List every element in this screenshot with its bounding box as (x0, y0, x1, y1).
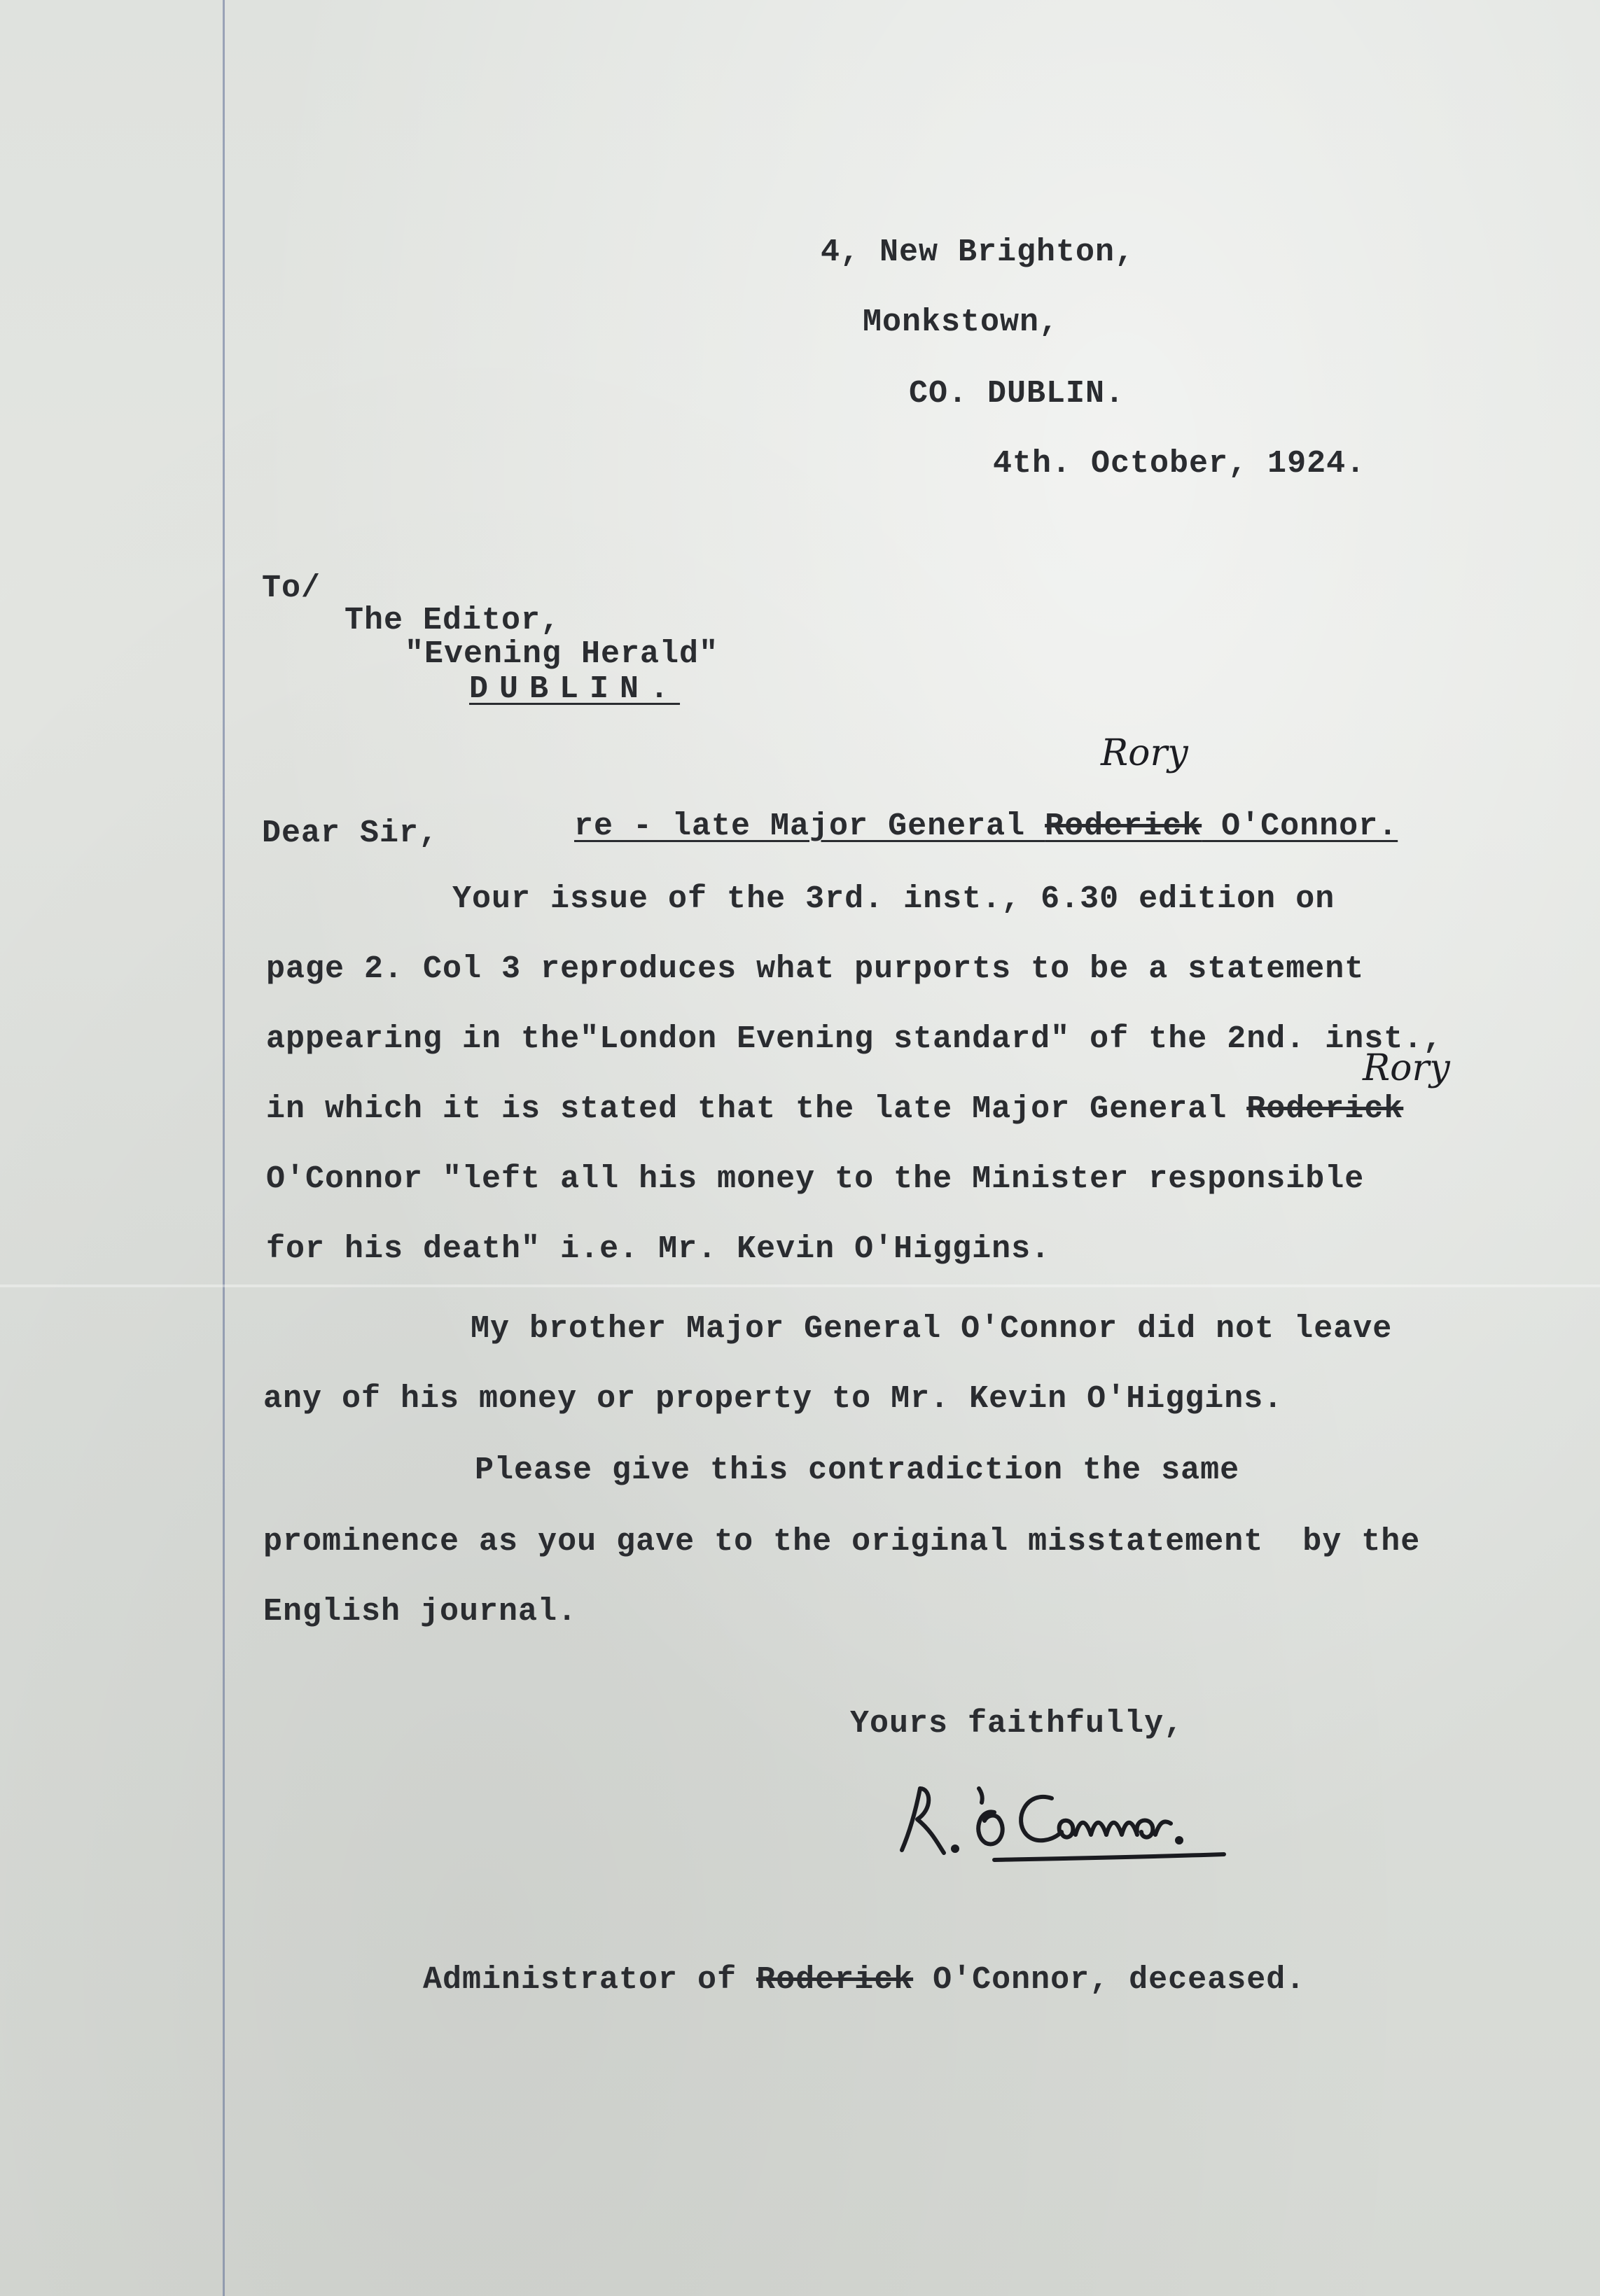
paragraph-3-line-2: prominence as you gave to the original misstatement by the (263, 1524, 1421, 1560)
to-label: To/ (262, 570, 321, 606)
paragraph-1-handwritten-correction: Rory (1363, 1047, 1450, 1089)
footer-line (423, 1964, 1305, 1996)
recipient-line-1: The Editor, (345, 603, 561, 638)
recipient-line-3: DUBLIN. (469, 671, 681, 707)
subject-prefix: re - late Major General (574, 808, 1045, 844)
paragraph-1-line-3: appearing in the"London Evening standard" of the 2nd. inst., (266, 1021, 1443, 1057)
closing: Yours faithfully, (850, 1706, 1184, 1742)
subject-suffix: O'Connor. (1202, 808, 1398, 844)
paragraph-1-line-1: Your issue of the 3rd. inst., 6.30 edition on (452, 881, 1335, 917)
paragraph-1-line-4 (266, 1093, 1403, 1125)
footer-struck-name: Roderick (756, 1962, 914, 1998)
recipient-line-2: "Evening Herald" (405, 636, 719, 672)
address-line-1: 4, New Brighton, (821, 234, 1135, 270)
address-line-2: Monkstown, (863, 304, 1059, 340)
paragraph-2-line-2: any of his money or property to Mr. Kevin O'Higgins. (263, 1381, 1284, 1417)
footer-prefix: Administrator of (423, 1962, 757, 1998)
address-line-3: CO. DUBLIN. (909, 376, 1125, 412)
paragraph-2-line-1: My brother Major General O'Connor did not leave (471, 1311, 1393, 1347)
margin-rule (223, 0, 225, 2296)
letter-date: 4th. October, 1924. (993, 446, 1366, 482)
paragraph-3-line-3: English journal. (263, 1594, 578, 1630)
subject-handwritten-correction: Rory (1101, 732, 1188, 774)
signature (889, 1768, 1239, 1872)
paragraph-1-line-5: O'Connor "left all his money to the Minister responsible (266, 1161, 1365, 1197)
subject-line (574, 808, 1398, 844)
paragraph-1-line-2: page 2. Col 3 reproduces what purports to be a statement (266, 951, 1365, 987)
paper-fold (0, 1284, 1600, 1287)
paragraph-1-struck-name: Roderick (1246, 1091, 1404, 1127)
footer-suffix: O'Connor, deceased. (913, 1962, 1306, 1998)
subject-struck-name: Roderick (1045, 808, 1202, 844)
paragraph-1-line-4-text: in which it is stated that the late Major General (266, 1091, 1247, 1127)
paragraph-3-line-1: Please give this contradiction the same (475, 1452, 1240, 1488)
salutation: Dear Sir, (262, 816, 439, 851)
paragraph-1-line-6: for his death" i.e. Mr. Kevin O'Higgins. (266, 1231, 1051, 1267)
